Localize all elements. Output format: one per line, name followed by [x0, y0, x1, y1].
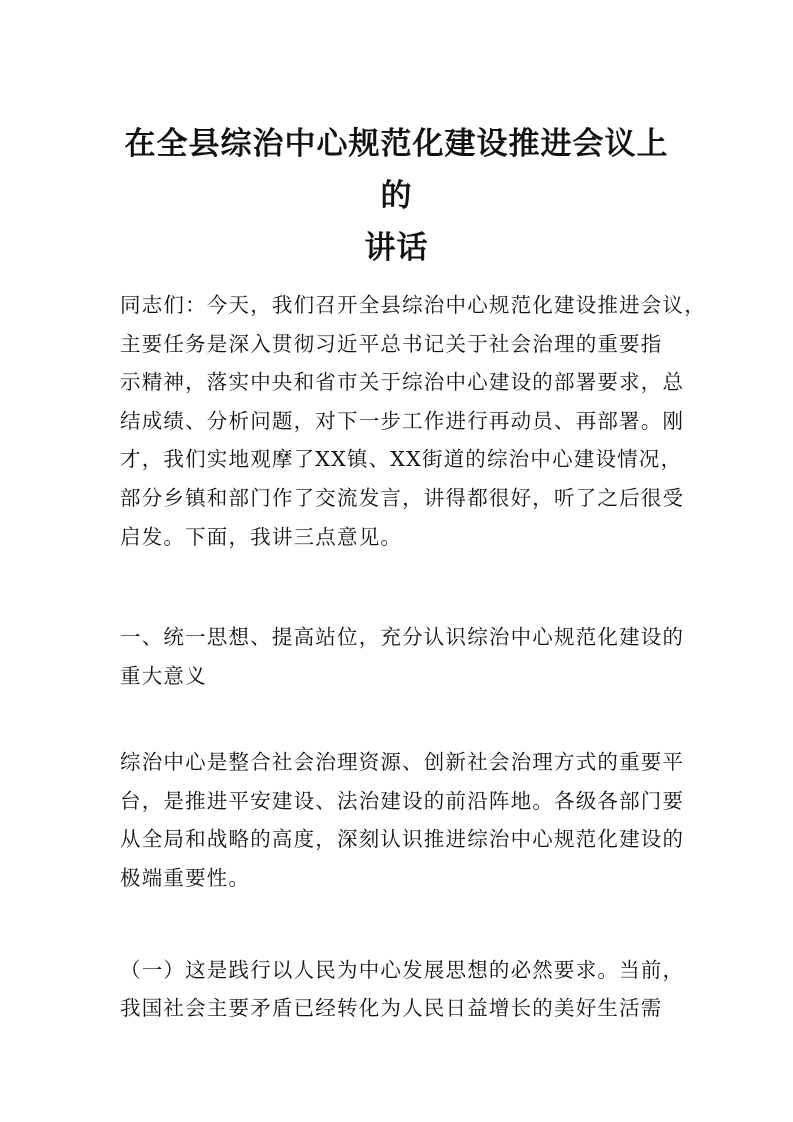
section-body-paragraph: [120, 743, 685, 897]
opening-paragraph: [120, 286, 706, 556]
text-line: 从全局和战略的高度，深刻认识推进综治中心规范化建设的: [120, 827, 685, 852]
text-line: 结成绩、分析问题，对下一步工作进行再动员、再部署。刚: [120, 408, 685, 433]
text-line: （一）这是践行以人民为中心发展思想的必然要求。当前，: [120, 958, 685, 982]
document-title: [120, 118, 673, 274]
text-line: 综治中心是整合社会治理资源、创新社会治理方式的重要平: [120, 750, 685, 774]
text-line: 一、统一思想、提高站位，充分认识综治中心规范化建设的: [120, 625, 685, 649]
text-line: 启发。下面，我讲三点意见。: [120, 524, 403, 549]
text-line: 台，是推进平安建设、法治建设的前沿阵地。各级各部门要: [120, 788, 685, 813]
subsection-heading-1: [120, 951, 685, 990]
text-line: 才，我们实地观摩了XX镇、XX街道的综治中心建设情况，: [120, 447, 683, 472]
text-line: 示精神，落实中央和省市关于综治中心建设的部署要求，总: [120, 370, 685, 395]
text-line: 极端重要性。: [120, 865, 251, 890]
text-line: 部分乡镇和部门作了交流发言，讲得都很好，听了之后很受: [120, 485, 685, 510]
text-line: 我国社会主要矛盾已经转化为人民日益增长的美好生活需: [120, 996, 663, 1020]
section-heading-1: [120, 618, 685, 695]
title-line-2: 讲话: [364, 230, 429, 266]
text-line: 主要任务是深入贯彻习近平总书记关于社会治理的重要指: [120, 331, 663, 356]
subsection-body-paragraph: [120, 989, 680, 1028]
title-line-1: 在全县综治中心规范化建设推进会议上的: [124, 126, 669, 214]
text-line: 重大意义: [120, 663, 207, 688]
text-line: 同志们：今天，我们召开全县综治中心规范化建设推进会议，: [120, 293, 706, 317]
